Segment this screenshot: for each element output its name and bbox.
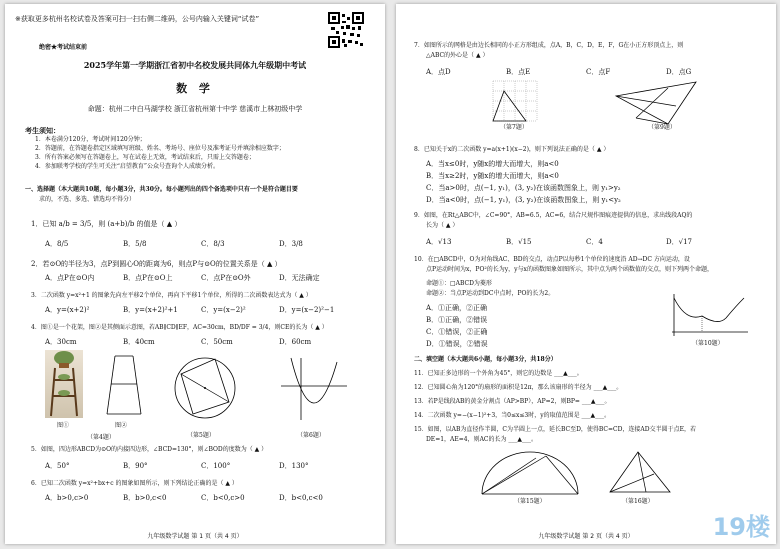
figure-caption-4: （第4题） xyxy=(87,434,115,441)
question-6: 6．已知二次函数 y=x²+bx+c 的图象如图所示，则下列结论正确的是（ ▲ ） xyxy=(31,480,238,487)
q8-option-b: B．当x≥2时，y随x的增大而增大，则a<0 xyxy=(426,172,559,180)
section-2-heading: 二、填空题（本大题共6小题，每小题3分，共18分） xyxy=(414,356,557,363)
q2-option-a: A．点P在⊙O内 xyxy=(45,274,95,282)
parabola-figure xyxy=(279,356,349,422)
q2-option-c: C．点P在⊙O外 xyxy=(201,274,251,282)
qr-notice: ※获取更多杭州名校试卷及答案可扫一扫右侧二维码，公号内输入关键词“试卷” xyxy=(15,15,260,23)
question-4: 4．图①是一个花架，图②是其侧面示意图，若AB∥CD∥EF，AC=30cm，BD/DF = 3/4，则CE的长为（ ▲ ） xyxy=(31,324,328,331)
q4-option-a: A．30cm xyxy=(45,338,77,346)
figure-caption-10: （第10题） xyxy=(692,340,724,347)
section-heading: 一、选择题（本大题共10题，每小题3分，共30分。每小题列出的四个备选项中只有一个是符合题目要 xyxy=(25,186,298,193)
q4-option-d: D．60cm xyxy=(279,338,312,346)
circle-quadrilateral-figure xyxy=(171,352,239,428)
q6-option-a: A．b>0,c>0 xyxy=(45,494,89,502)
q2-option-b: B．点P在⊙O上 xyxy=(123,274,173,282)
q5-option-c: C．100° xyxy=(201,462,231,470)
question-9-cont: 长为（ ▲ ） xyxy=(426,222,459,229)
figure-caption-5: （第5题） xyxy=(187,432,215,439)
triangle-figure-16 xyxy=(606,448,676,496)
question-13: 13．若P是线段AB的黄金分割点（AP>BP），AP=2，则BP= ___▲___。 xyxy=(414,398,611,405)
q7-option-b: B．点E xyxy=(506,68,531,76)
function-graph-figure xyxy=(666,292,750,338)
subject-title: 数 学 xyxy=(176,82,214,95)
question-15: 15．如图，以AB为直径作半圆，C为半圆上一点，延长BC至D，使得BC=CD，连接AD交半圆于点E，若 xyxy=(414,426,696,433)
page-footer: 九年级数学试题 第 1 页（共 4 页） xyxy=(147,533,243,540)
question-7: 7．如图所示的网格是由边长相同的小正方形组成，点A，B，C，D，E，F，G在小正方形顶点上，则 xyxy=(414,42,684,49)
q9-option-c: C．4 xyxy=(586,238,603,246)
question-2: 2．若⊙O的半径为3，点P到圆心O的距离为6，则点P与⊙O的位置关系是（ ▲ ） xyxy=(31,260,282,268)
question-5: 5．如图，四边形ABCD为⊙O的内接四边形，∠BCD=130°，则∠BOD的度数为（ ▲ ） xyxy=(31,446,268,453)
q9-option-a: A．√13 xyxy=(426,238,452,246)
flower-stand-photo xyxy=(45,350,83,418)
exam-page-2 xyxy=(396,4,776,544)
question-3: 3．二次函数 y=x²+1 的图象先向左平移2个单位，再向下平移1个单位，所得的二次函数表达式为（ ▲ ） xyxy=(31,292,312,299)
figure-caption-9: （第9题） xyxy=(648,124,676,131)
q7-option-a: A．点D xyxy=(426,68,451,76)
q10-option-d: D．①错误，②错误 xyxy=(426,340,488,348)
q1-option-c: C．8/3 xyxy=(201,240,225,248)
figure-caption-7: （第7题） xyxy=(500,124,528,131)
question-12: 12．已知圆心角为120°的扇形的面积是12π，那么该扇形的半径为 ___▲___。 xyxy=(414,384,623,391)
figure-caption-6: （第6题） xyxy=(297,432,325,439)
q3-option-b: B．y=(x+2)²+1 xyxy=(123,306,178,314)
instructions-title: 考生须知： xyxy=(25,126,60,135)
semicircle-figure xyxy=(476,450,586,498)
figure-caption-15: （第15题） xyxy=(514,498,546,505)
q10-statement-1: 命题①：□ABCD为菱形 xyxy=(426,280,492,287)
qr-code-icon xyxy=(328,12,364,48)
figure-label-2: 图② xyxy=(115,422,128,429)
question-8: 8．已知关于x的二次函数 y=a(x+1)(x−2)，则下列说法正确的是（ ▲ ） xyxy=(414,146,610,153)
secret-label: 绝密★考试结束前 xyxy=(39,44,88,51)
q10-option-a: A．①正确，②正确 xyxy=(426,304,488,312)
question-11: 11．已知正多边形的一个外角为45°，则它的边数是 ___▲___。 xyxy=(414,370,583,377)
question-9: 9．如图，在Rt△ABC中，∠C=90°，AB=6.5，AC=6，结合尺规作图痕迹提供的信息，求出线段AQ的 xyxy=(414,212,693,219)
exam-title: 2025学年第一学期浙江省初中名校发展共同体九年级期中考试 xyxy=(83,60,307,70)
q8-option-a: A．当x≤0时，y随x的增大而增大，则a<0 xyxy=(426,160,559,168)
q6-option-b: B．b>0,c<0 xyxy=(123,494,167,502)
q8-option-d: D．当a<0时，点(−1, y₁)，(3, y₂)在该函数图象上，则 y₁<y₂ xyxy=(426,196,621,204)
q10-option-c: C．①错误，②正确 xyxy=(426,328,488,336)
question-7-cont: △ABC的外心是（ ▲ ） xyxy=(426,52,489,59)
question-10-cont: 点P运动时间为x，PO²的长为y，y与x的函数图象如图所示，其中点为两个函数值的交点，则下列两个命题， xyxy=(426,266,713,273)
exam-page-1 xyxy=(5,4,385,544)
q4-option-b: B．40cm xyxy=(123,338,155,346)
q3-option-a: A．y=(x+2)² xyxy=(45,306,90,314)
author-line: 命题：杭州二中白马湖学校 浙江省杭州第十中学 慈溪市上林初级中学 xyxy=(87,105,303,113)
q3-option-d: D．y=(x−2)²−1 xyxy=(279,306,335,314)
question-10: 10．在□ABCD中，O为对角线AC、BD的交点，动点P以每秒1个单位的速度沿 AD→DC 方向运动，设 xyxy=(414,256,690,263)
trapezoid-figure xyxy=(101,352,147,420)
q1-option-a: A．8/5 xyxy=(45,240,69,248)
q1-option-d: D．3/8 xyxy=(279,240,303,248)
q5-option-a: A．50° xyxy=(45,462,70,470)
instruction-item: 4．参加联考学校的学生可关注“启望教育”公众号查询个人成绩分析。 xyxy=(35,163,219,170)
figure-label-1: 图① xyxy=(57,422,70,429)
q9-option-d: D．√17 xyxy=(666,238,692,246)
grid-figure xyxy=(492,80,538,122)
q10-statement-2: 命题②：当点P运动到DC中点时，PO的长为2。 xyxy=(426,290,555,297)
q5-option-b: B．90° xyxy=(123,462,148,470)
q2-option-d: D．无法确定 xyxy=(279,274,320,282)
q9-option-b: B．√15 xyxy=(506,238,532,246)
q3-option-c: C．y=(x−2)² xyxy=(201,306,246,314)
q6-option-c: C．b<0,c>0 xyxy=(201,494,245,502)
q7-option-d: D．点G xyxy=(666,68,692,76)
instruction-item: 1．本卷满分120分，考试时间120分钟； xyxy=(35,136,146,143)
question-15-cont: DE=1，AE=4，则AC的长为 ___▲___。 xyxy=(426,436,538,443)
question-14: 14．二次函数 y=−(x−1)²+3，当0≤x≤3时，y的取值范围是 ___▲___。 xyxy=(414,412,611,419)
instruction-item: 2．答题前，在答题卷指定区域填写班级、姓名、考场号、座位号及准考证号并填涂相应数字； xyxy=(35,145,285,152)
q6-option-d: D．b<0,c<0 xyxy=(279,494,323,502)
q7-option-c: C．点F xyxy=(586,68,611,76)
question-1: 1．已知 a/b = 3/5，则 (a+b)/b 的值是（ ▲ ） xyxy=(31,220,182,228)
page-footer: 九年级数学试题 第 2 页（共 4 页） xyxy=(538,533,634,540)
section-heading-cont: 求的，不选、多选、错选均不得分） xyxy=(39,196,136,203)
q10-option-b: B．①正确，②错误 xyxy=(426,316,488,324)
q8-option-c: C．当a>0时，点(−1, y₁)，(3, y₂)在该函数图象上，则 y₁>y₂ xyxy=(426,184,621,192)
watermark-logo: 19楼 xyxy=(712,513,770,541)
figure-caption-16: （第16题） xyxy=(622,498,654,505)
q1-option-b: B．5/8 xyxy=(123,240,147,248)
triangle-construction-figure xyxy=(606,76,702,128)
q5-option-d: D．130° xyxy=(279,462,309,470)
instruction-item: 3．所有答案必须写在答题卷上，写在试卷上无效，考试结束后，只需上交答题卷； xyxy=(35,154,255,161)
q4-option-c: C．50cm xyxy=(201,338,233,346)
